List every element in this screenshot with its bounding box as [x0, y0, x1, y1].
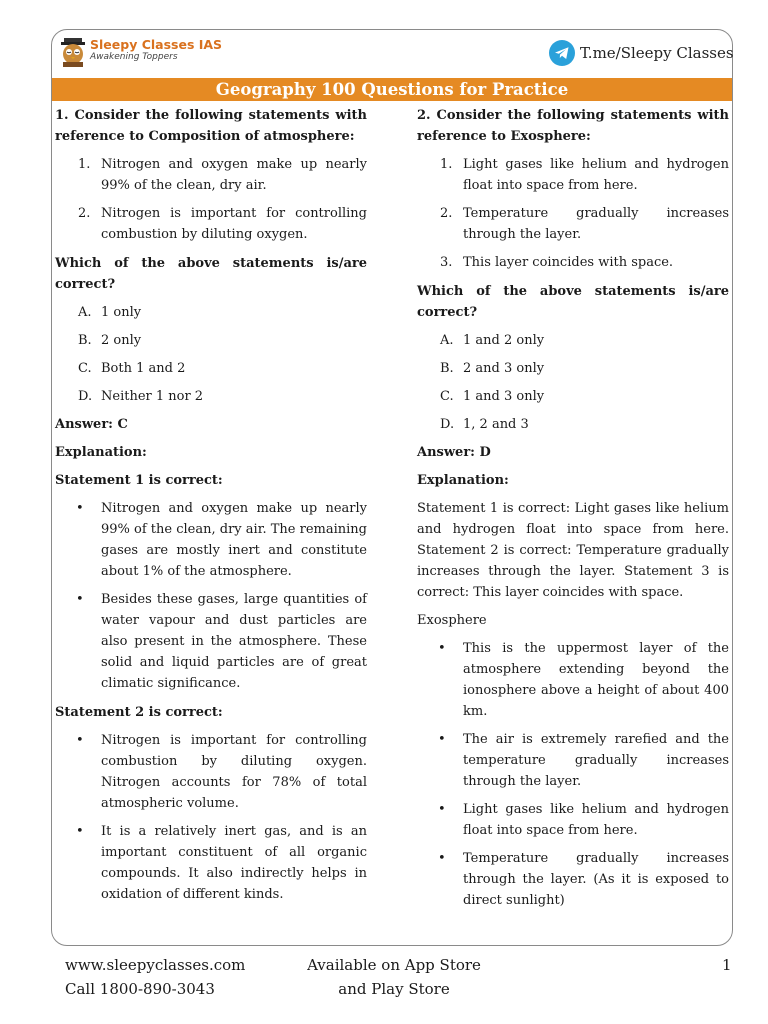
list-item: • Nitrogen is important for controlling combustion by diluting oxygen. Nitrogen accounts for 78% of total atmospheric volume. — [76, 733, 367, 811]
question-2-options — [417, 330, 729, 435]
option-d[interactable]: D. Neither 1 nor 2 — [78, 389, 204, 404]
explanation-label: Explanation: — [417, 473, 509, 488]
page-banner: Geography 100 Questions for Practice — [52, 78, 732, 101]
list-item: • This is the uppermost layer of the atmosphere extending beyond the ionosphere above a height of about 400 km. — [438, 641, 729, 719]
telegram-icon — [549, 40, 575, 66]
phone-number[interactable]: Call 1800-890-3043 — [65, 980, 215, 998]
question-1-statements — [55, 154, 367, 245]
section-label: Exosphere — [417, 613, 487, 628]
list-item: • Light gases like helium and hydrogen float into space from here. — [438, 802, 729, 838]
list-item: • The air is extremely rarefied and the temperature gradually increases through the layer. — [438, 732, 729, 789]
answer-label: Answer: C — [55, 417, 128, 432]
option-b[interactable]: B. 2 only — [78, 333, 142, 348]
statement-item: 2. Nitrogen is important for controlling combustion by diluting oxygen. — [78, 206, 367, 242]
statement-item: 1. Light gases like helium and hydrogen float into space from here. — [440, 157, 729, 193]
option-a[interactable]: A. 1 only — [78, 305, 142, 320]
footer-contact — [65, 953, 245, 1001]
statement-2-heading: Statement 2 is correct: — [55, 705, 223, 720]
website-link[interactable]: www.sleepyclasses.com — [65, 956, 246, 974]
list-item: • Temperature gradually increases through the layer. (As it is exposed to direct sunlight) — [438, 851, 729, 908]
store-line-1: Available on App Store — [307, 956, 481, 974]
list-item: • It is a relatively inert gas, and is an important constituent of all organic compounds. It also indirectly helps in oxidation of different kinds. — [76, 824, 367, 902]
sleepy-owl-icon — [58, 36, 88, 68]
question-1-options — [55, 302, 367, 407]
brand-logo[interactable] — [58, 36, 238, 70]
telegram-text: T.me/Sleepy Classes — [580, 44, 734, 62]
option-d[interactable]: D. 1, 2 and 3 — [440, 417, 529, 432]
option-c[interactable]: C. 1 and 3 only — [440, 389, 545, 404]
question-1-prompt: Which of the above statements is/are correct? — [55, 256, 367, 292]
statement-1-bullets — [55, 498, 367, 694]
statement-item: 2. Temperature gradually increases through the layer. — [440, 206, 729, 242]
question-2-text: 2. Consider the following statements with reference to Exosphere: — [417, 108, 729, 144]
question-1-column — [55, 105, 367, 913]
statement-1-heading: Statement 1 is correct: — [55, 473, 223, 488]
question-1-text: 1. Consider the following statements with reference to Composition of atmosphere: — [55, 108, 367, 144]
option-b[interactable]: B. 2 and 3 only — [440, 361, 545, 376]
option-a[interactable]: A. 1 and 2 only — [440, 333, 545, 348]
option-c[interactable]: C. Both 1 and 2 — [78, 361, 186, 376]
explanation-label: Explanation: — [55, 445, 147, 460]
footer-store — [294, 953, 494, 1001]
question-2-column — [417, 105, 729, 919]
statement-item: 1. Nitrogen and oxygen make up nearly 99% of the clean, dry air. — [78, 157, 367, 193]
telegram-link[interactable] — [549, 40, 734, 66]
question-2-statements — [417, 154, 729, 273]
question-2-prompt: Which of the above statements is/are correct? — [417, 284, 729, 320]
list-item: • Besides these gases, large quantities of water vapour and dust particles are also present in the atmosphere. These solid and liquid particles are of great climatic significance. — [76, 592, 367, 691]
store-line-2: and Play Store — [338, 980, 450, 998]
explanation-text: Statement 1 is correct: Light gases like helium and hydrogen float into space from here. Statement 2 is correct: Temperature gradually increases through the layer. Statement 3 is correct: This layer coincides with space. — [417, 501, 729, 600]
brand-tagline: Awakening Toppers — [90, 52, 178, 62]
list-item: • Nitrogen and oxygen make up nearly 99% of the clean, dry air. The remaining gases are mostly inert and constitute about 1% of the atmosphere. — [76, 501, 367, 579]
brand-title: Sleepy Classes IAS — [90, 37, 223, 52]
statement-2-bullets — [55, 730, 367, 905]
answer-label: Answer: D — [417, 445, 491, 460]
page-number: 1 — [722, 956, 732, 974]
exosphere-bullets — [417, 638, 729, 911]
statement-item: 3. This layer coincides with space. — [440, 255, 674, 270]
